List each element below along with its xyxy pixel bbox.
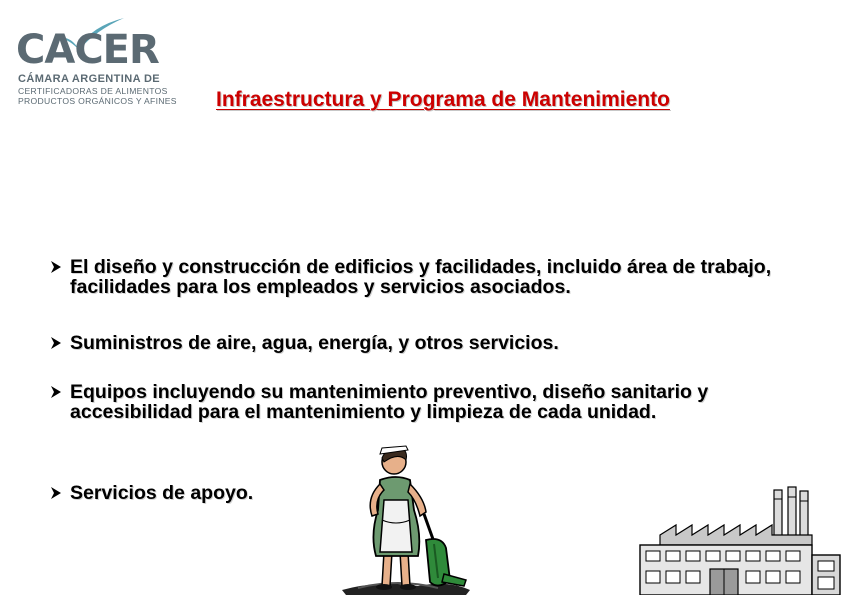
cleaning-woman-vacuum-icon: [338, 440, 474, 595]
bullet-text: Equipos incluyendo su mantenimiento preventivo, diseño sanitario y accesibilidad para el mantenimiento y limpieza de cada unidad.: [70, 381, 709, 423]
cacer-logo: [14, 16, 177, 108]
bullet-text: Suministros de aire, agua, energía, y otros servicios.: [70, 332, 559, 354]
arrow-bullet-icon: [50, 486, 62, 500]
factory-building-icon: [632, 485, 842, 595]
bullet-text: El diseño y construcción de edificios y facilidades, incluido área de trabajo, facilidades para los empleados y servicios asociados.: [70, 256, 772, 298]
arrow-bullet-icon: [50, 385, 62, 399]
arrow-bullet-icon: [50, 336, 62, 350]
page-title: Infraestructura y Programa de Mantenimiento: [216, 88, 670, 111]
logo-line-3: PRODUCTOS ORGÁNICOS Y AFINES: [18, 96, 177, 106]
logo-line-1: CÁMARA ARGENTINA DE: [18, 73, 161, 85]
logo-name: CACER: [16, 27, 159, 73]
bullet-text: Servicios de apoyo.: [70, 482, 254, 504]
logo-line-2: CERTIFICADORAS DE ALIMENTOS: [18, 86, 168, 96]
arrow-bullet-icon: [50, 260, 62, 274]
